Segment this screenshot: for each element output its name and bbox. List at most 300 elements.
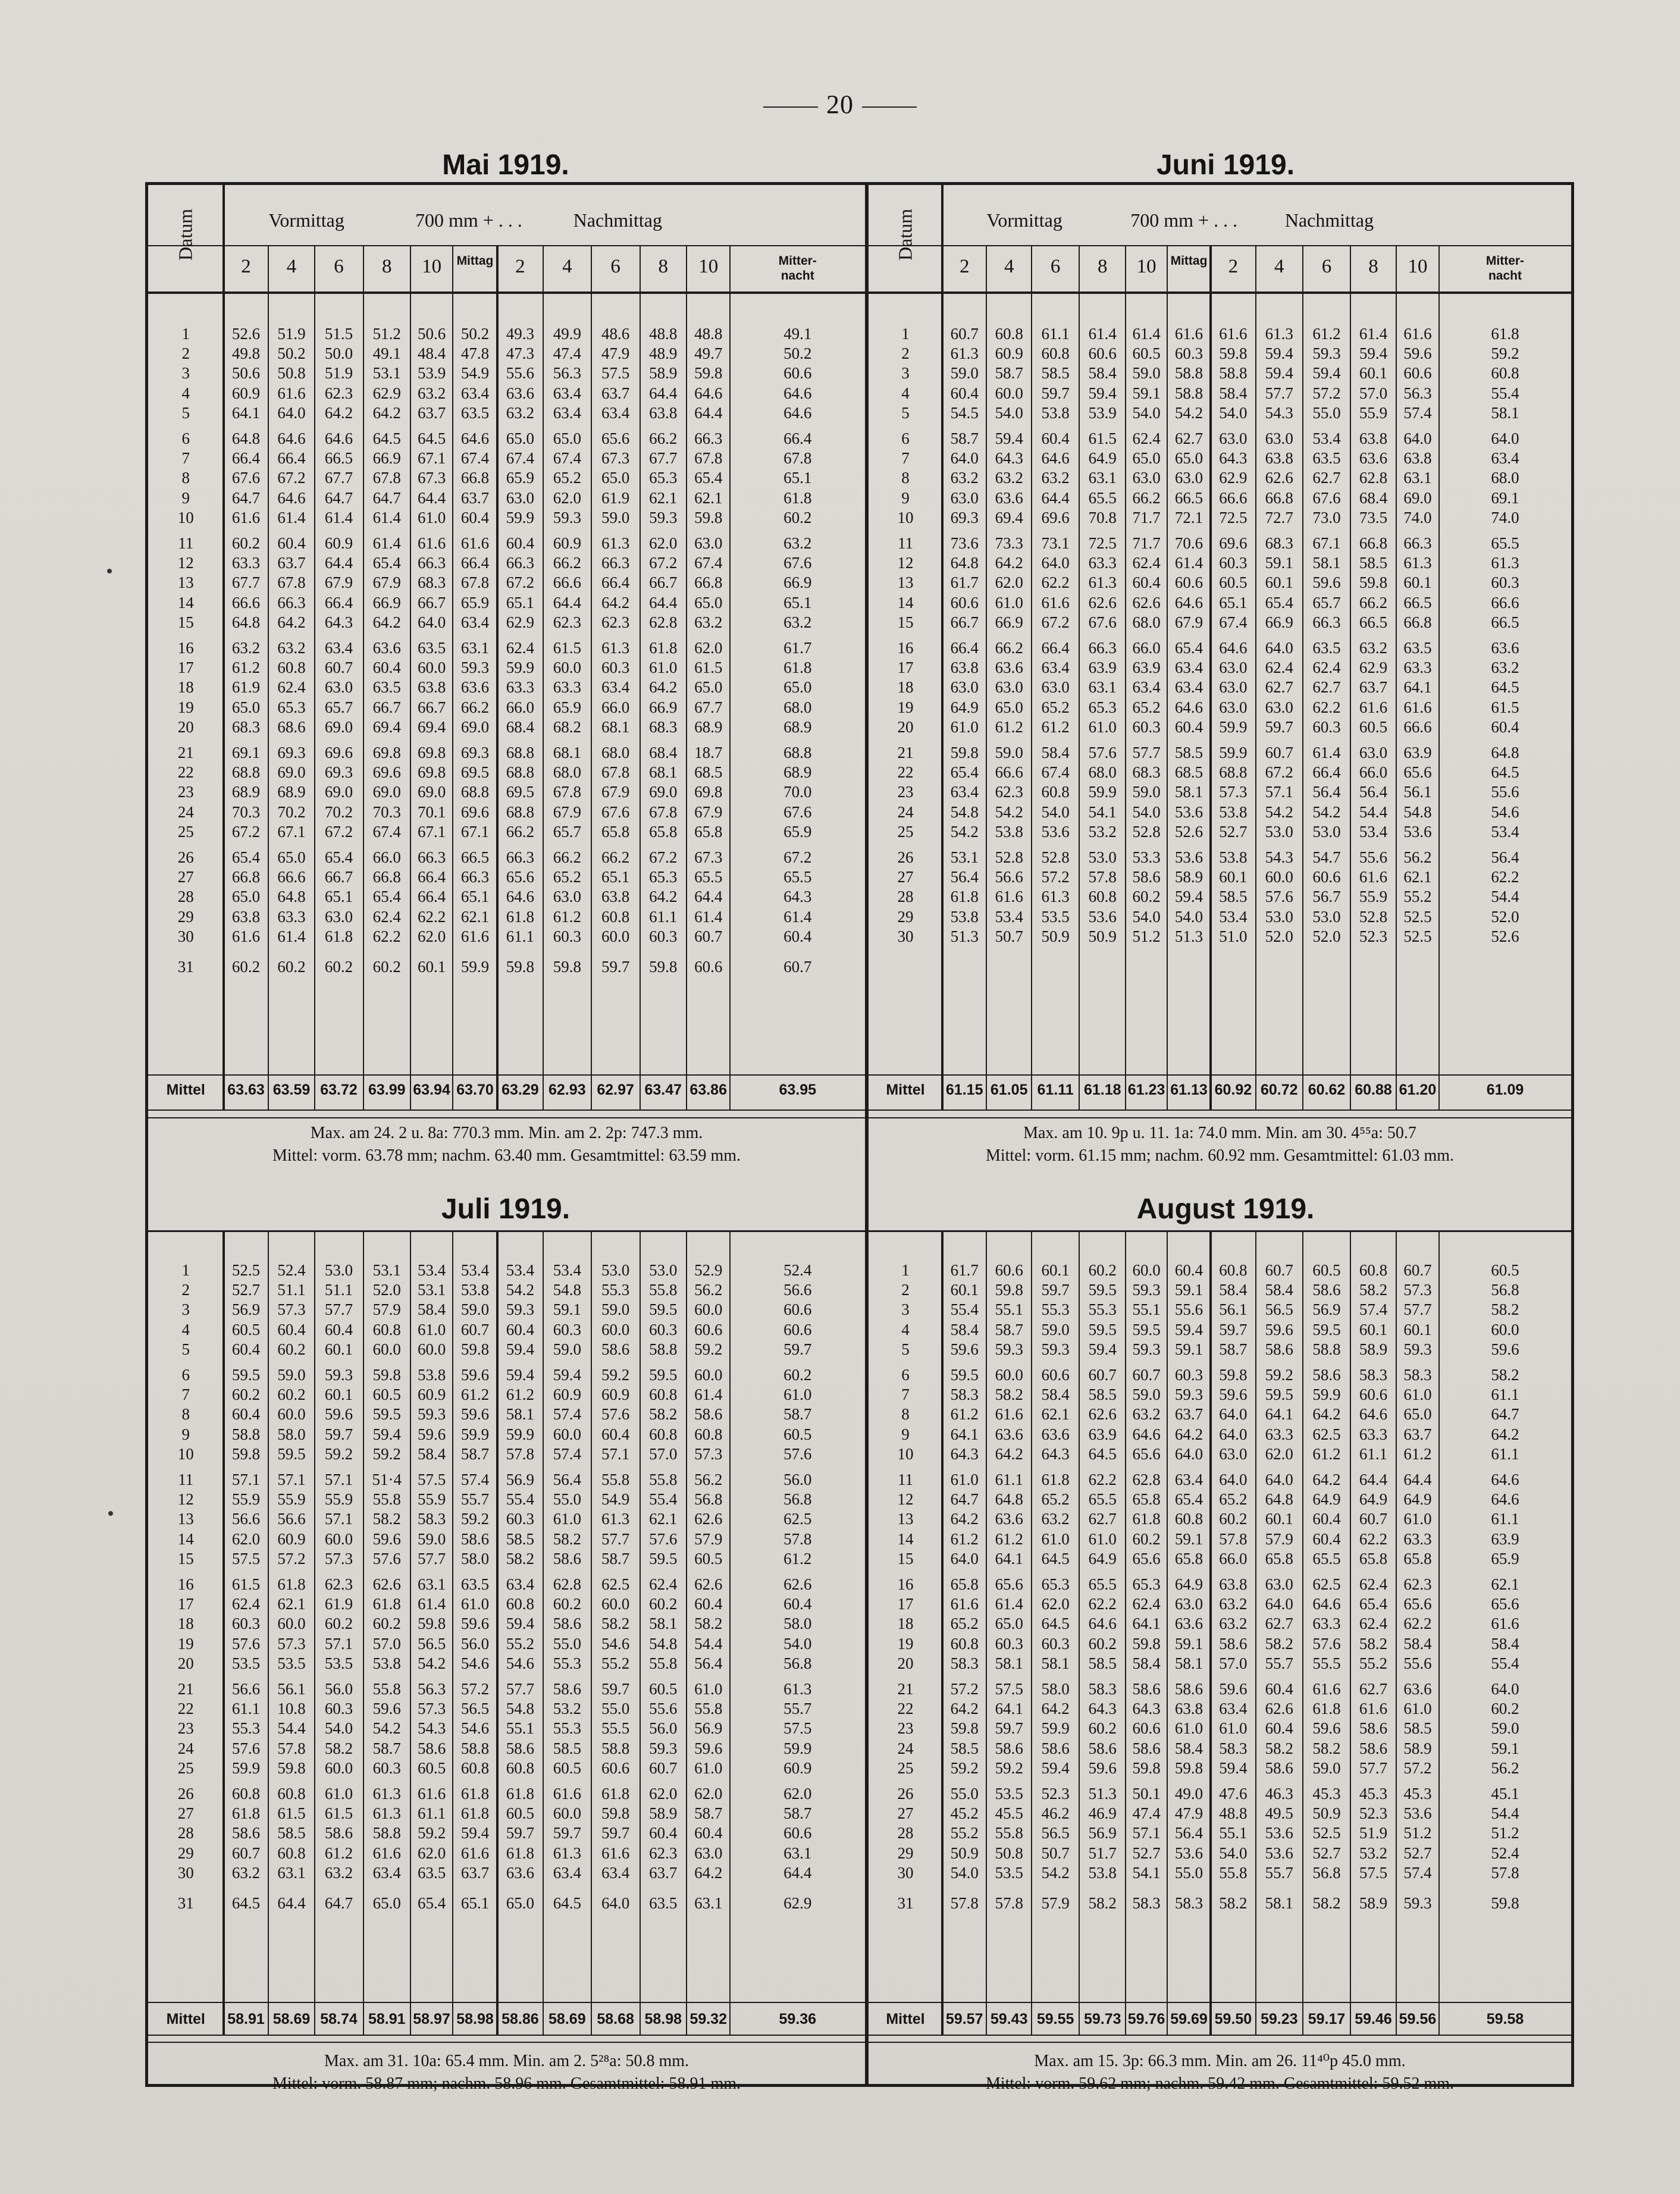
day-number: 30 — [177, 1863, 194, 1882]
pressure-value: 65.0 — [995, 1615, 1023, 1633]
pressure-value: 64.2 — [950, 1510, 979, 1528]
month-title-mai: Mai 1919. — [442, 149, 569, 181]
pressure-value: 54.6 — [1491, 803, 1519, 821]
hour-column-header: 2 — [241, 256, 251, 277]
pressure-value: 66.6 — [1219, 488, 1248, 507]
pressure-value: 59.2 — [694, 1340, 723, 1358]
pressure-value: 60.3 — [324, 1700, 353, 1718]
pressure-value: 57.6 — [649, 1529, 678, 1548]
pressure-value: 50.7 — [995, 927, 1023, 945]
pressure-value: 61.3 — [1041, 888, 1070, 906]
pressure-value: 66.5 — [1403, 593, 1432, 612]
pressure-value: 65.6 — [1132, 1444, 1161, 1463]
pressure-value: 73.1 — [1041, 534, 1070, 552]
pressure-value: 59.4 — [1359, 344, 1388, 363]
pressure-value: 60.1 — [324, 1386, 353, 1404]
pressure-value: 64.3 — [783, 888, 812, 906]
pressure-value: 61.5 — [694, 659, 723, 677]
pressure-value: 69.0 — [324, 717, 353, 736]
pressure-value: 61.5 — [553, 639, 581, 657]
pressure-value: 67.6 — [601, 803, 630, 821]
pressure-value: 60.5 — [372, 1386, 401, 1404]
pressure-value: 53.4 — [460, 1261, 490, 1279]
table-rule — [148, 2035, 1571, 2036]
pressure-value: 55.0 — [553, 1490, 581, 1509]
pressure-value: 62.3 — [324, 1575, 353, 1593]
pressure-value: 67.7 — [231, 573, 261, 592]
pressure-value: 59.5 — [649, 1549, 678, 1568]
pressure-value: 63.4 — [506, 1575, 534, 1593]
pressure-value: 59.5 — [1132, 1320, 1161, 1339]
pressure-value: 59.4 — [1088, 1340, 1117, 1358]
pressure-value: 63.2 — [783, 534, 812, 552]
day-number: 25 — [897, 822, 914, 841]
pressure-value: 59.8 — [694, 364, 723, 383]
pressure-value: 64.2 — [1041, 1700, 1070, 1718]
pressure-value: 63.0 — [1359, 744, 1388, 761]
pressure-value: 68.5 — [694, 763, 723, 782]
pressure-value: 66.3 — [506, 554, 534, 572]
pressure-value: 65.0 — [231, 698, 261, 716]
pressure-value: 55.6 — [1359, 848, 1388, 866]
pressure-value: 56.6 — [231, 1680, 261, 1698]
pressure-value: 55.6 — [649, 1700, 678, 1718]
pressure-value: 63.8 — [1265, 449, 1293, 468]
pressure-value: 50.2 — [783, 344, 812, 363]
pressure-value: 59.4 — [1219, 1759, 1248, 1777]
pressure-value: 56.4 — [553, 1471, 581, 1488]
pressure-value: 64.6 — [694, 384, 723, 402]
pressure-value: 60.4 — [1312, 1510, 1341, 1528]
pressure-value: 63.0 — [694, 534, 723, 552]
pressure-value: 64.2 — [1312, 1405, 1341, 1424]
day-number: 22 — [177, 763, 194, 782]
pressure-value: 57.9 — [1041, 1894, 1070, 1912]
day-number: 4 — [901, 384, 910, 402]
pressure-value: 50.6 — [231, 364, 261, 383]
pressure-value: 59.6 — [372, 1700, 401, 1718]
pressure-value: 60.9 — [995, 344, 1023, 363]
pressure-value: 59.0 — [553, 1340, 581, 1358]
pressure-value: 57.3 — [277, 1300, 306, 1319]
pressure-value: 61.0 — [417, 508, 446, 526]
pressure-value: 70.2 — [277, 803, 306, 821]
pressure-value: 66.4 — [324, 593, 353, 612]
pressure-value: 62.9 — [506, 613, 534, 631]
pressure-value: 64.4 — [277, 1894, 306, 1912]
mittel-value: 58.98 — [456, 2011, 494, 2027]
pressure-value: 65.9 — [1491, 1549, 1519, 1568]
summary-line-mittel: Mittel: vorm. 58.87 mm; nachm. 58.96 mm. Gesamtmittel: 58.91 mm. — [272, 2074, 741, 2093]
pressure-value: 60.5 — [417, 1759, 446, 1777]
mittel-value: 58.97 — [413, 2011, 450, 2027]
day-number: 20 — [897, 1654, 914, 1672]
mittel-value: 60.92 — [1214, 1082, 1252, 1098]
pressure-value: 58.2 — [553, 1529, 581, 1548]
pressure-value: 63.1 — [1088, 469, 1117, 487]
pressure-value: 60.4 — [694, 1824, 723, 1842]
pressure-value: 58.5 — [506, 1529, 534, 1548]
pressure-value: 63.3 — [553, 678, 581, 697]
pressure-value: 67.2 — [649, 554, 678, 572]
pressure-value: 58.2 — [1312, 1739, 1341, 1757]
day-number: 9 — [181, 1425, 190, 1443]
pressure-value: 54.2 — [1174, 403, 1203, 422]
pressure-value: 63.4 — [553, 1863, 581, 1882]
pressure-value: 55.9 — [1359, 888, 1388, 906]
pressure-value: 57.4 — [1403, 1863, 1432, 1882]
pressure-value: 60.0 — [1491, 1320, 1519, 1339]
pressure-value: 53.8 — [1041, 403, 1070, 422]
pressure-value: 58.8 — [372, 1824, 401, 1842]
pressure-value: 66.6 — [1491, 593, 1519, 612]
pressure-value: 65.5 — [1312, 1549, 1341, 1568]
pressure-value: 62.7 — [1312, 678, 1341, 697]
pressure-value: 58.6 — [995, 1739, 1023, 1757]
pressure-value: 69.0 — [649, 783, 678, 801]
pressure-value: 60.3 — [1174, 1366, 1203, 1384]
pressure-value: 53.0 — [1312, 822, 1341, 841]
pressure-value: 58.2 — [1219, 1894, 1248, 1912]
pressure-value: 53.4 — [1359, 822, 1388, 841]
pressure-value: 66.4 — [1312, 763, 1341, 782]
pressure-value: 63.4 — [950, 783, 979, 801]
pressure-value: 58.9 — [649, 1804, 678, 1823]
pressure-value: 65.4 — [231, 848, 261, 866]
pressure-value: 63.0 — [1219, 698, 1248, 716]
pressure-value: 61.3 — [372, 1785, 401, 1803]
mittel-value: 59.32 — [689, 2011, 727, 2027]
day-number: 22 — [897, 1700, 914, 1718]
pressure-value: 63.9 — [1403, 744, 1432, 761]
pressure-value: 60.6 — [1041, 1366, 1070, 1384]
pressure-value: 64.5 — [231, 1894, 261, 1912]
pressure-value: 55.8 — [649, 1281, 678, 1299]
nachmittag-label: Nachmittag — [573, 209, 662, 231]
pressure-value: 62.0 — [694, 1785, 723, 1803]
pressure-value: 58.6 — [1088, 1739, 1117, 1757]
pressure-value: 63.7 — [1174, 1405, 1203, 1424]
pressure-value: 59.9 — [1219, 717, 1248, 736]
pressure-value: 61.3 — [372, 1804, 401, 1823]
pressure-value: 59.4 — [1041, 1759, 1070, 1777]
pressure-value: 45.5 — [995, 1804, 1023, 1823]
pressure-value: 59.1 — [1491, 1739, 1519, 1757]
pressure-value: 53.8 — [460, 1281, 490, 1299]
pressure-value: 62.0 — [649, 534, 678, 552]
month-title-august: August 1919. — [1136, 1193, 1315, 1225]
pressure-value: 49.8 — [231, 344, 261, 363]
pressure-value: 56.6 — [277, 1510, 306, 1528]
pressure-value: 60.6 — [783, 1300, 812, 1319]
pressure-value: 61.8 — [506, 1785, 534, 1803]
pressure-value: 60.5 — [1491, 1261, 1519, 1279]
day-number: 16 — [897, 639, 914, 657]
pressure-value: 56.5 — [417, 1634, 446, 1653]
pressure-value: 61.7 — [950, 1261, 979, 1279]
pressure-value: 61.3 — [1403, 554, 1432, 572]
pressure-value: 52.0 — [372, 1281, 401, 1299]
pressure-value: 60.6 — [1359, 1386, 1388, 1404]
day-number: 2 — [181, 344, 190, 363]
pressure-value: 57.6 — [231, 1739, 261, 1757]
pressure-value: 59.5 — [649, 1366, 678, 1384]
pressure-value: 58.1 — [1491, 403, 1519, 422]
pressure-value: 64.5 — [1491, 763, 1519, 782]
pressure-value: 65.0 — [231, 888, 261, 906]
mittel-label: Mittel — [166, 1082, 205, 1098]
pressure-value: 61.4 — [1088, 325, 1117, 343]
pressure-value: 51.9 — [277, 325, 306, 343]
pressure-value: 57.4 — [1403, 403, 1432, 422]
hour-column-header: 6 — [1321, 256, 1332, 277]
pressure-value: 67.2 — [277, 469, 306, 487]
pressure-value: 60.8 — [277, 1844, 306, 1862]
pressure-value: 61.1 — [1491, 1510, 1519, 1528]
pressure-value: 64.2 — [995, 554, 1023, 572]
mittel-value: 59.69 — [1170, 2011, 1208, 2027]
pressure-value: 64.7 — [324, 488, 353, 507]
pressure-value: 63.2 — [231, 639, 261, 657]
pressure-value: 59.0 — [1491, 1719, 1519, 1738]
day-number: 9 — [901, 488, 910, 507]
pressure-value: 65.4 — [1265, 593, 1293, 612]
pressure-value: 58.8 — [1174, 384, 1203, 402]
pressure-value: 63.2 — [1359, 639, 1388, 657]
pressure-value: 67.3 — [694, 848, 723, 866]
pressure-value: 65.2 — [553, 868, 581, 886]
pressure-value: 60.2 — [1088, 1634, 1117, 1653]
pressure-value: 61.3 — [1088, 573, 1117, 592]
pressure-value: 60.4 — [231, 1340, 261, 1358]
pressure-value: 47.9 — [1174, 1804, 1203, 1823]
pressure-value: 66.8 — [1265, 488, 1293, 507]
pressure-value: 68.0 — [1132, 613, 1161, 631]
pressure-value: 60.9 — [231, 384, 261, 402]
day-number: 28 — [177, 1824, 194, 1842]
pressure-value: 61.6 — [995, 888, 1023, 906]
pressure-value: 66.0 — [1132, 639, 1161, 657]
pressure-value: 58.5 — [1359, 554, 1388, 572]
pressure-value: 53.9 — [417, 364, 446, 383]
pressure-value: 65.4 — [694, 469, 723, 487]
pressure-value: 63.4 — [601, 1863, 630, 1882]
day-number: 12 — [177, 554, 194, 572]
pressure-value: 53.0 — [649, 1261, 678, 1279]
pressure-value: 66.8 — [694, 573, 723, 592]
pressure-value: 48.8 — [1219, 1804, 1248, 1823]
pressure-value: 66.5 — [324, 449, 353, 468]
pressure-value: 59.9 — [506, 508, 534, 526]
pressure-value: 65.4 — [417, 1894, 446, 1912]
pressure-value: 61.0 — [694, 1680, 723, 1698]
summary-line-max-min: Max. am 15. 3p: 66.3 mm. Min. am 26. 11⁴⁰p 45.0 mm. — [1034, 2052, 1406, 2070]
table-rule — [148, 2042, 1571, 2043]
pressure-value: 54.9 — [601, 1490, 630, 1509]
pressure-value: 60.8 — [1359, 1261, 1388, 1279]
pressure-value: 54.6 — [601, 1634, 630, 1653]
pressure-value: 53.3 — [1132, 848, 1161, 866]
pressure-value: 64.4 — [694, 403, 723, 422]
pressure-value: 53.5 — [995, 1863, 1023, 1882]
pressure-value: 58.4 — [417, 1300, 446, 1319]
pressure-value: 67.7 — [649, 449, 678, 468]
day-number: 9 — [901, 1425, 910, 1443]
pressure-value: 58.7 — [372, 1739, 401, 1757]
table-rule — [148, 292, 1571, 294]
pressure-value: 59.0 — [460, 1300, 490, 1319]
pressure-value: 55.7 — [460, 1490, 490, 1509]
pressure-value: 60.2 — [1132, 888, 1161, 906]
pressure-value: 64.1 — [995, 1700, 1023, 1718]
pressure-value: 61.8 — [460, 1804, 490, 1823]
pressure-value: 59.4 — [1174, 888, 1203, 906]
pressure-value: 60.4 — [1041, 430, 1070, 447]
pressure-value: 63.0 — [553, 888, 581, 906]
pressure-value: 59.8 — [1132, 1634, 1161, 1653]
pressure-value: 59.6 — [1265, 1320, 1293, 1339]
pressure-value: 62.4 — [1132, 430, 1161, 447]
mittel-value: 58.91 — [227, 2011, 265, 2027]
pressure-value: 60.2 — [372, 1615, 401, 1633]
pressure-value: 59.1 — [1174, 1340, 1203, 1358]
pressure-value: 54.4 — [1359, 803, 1388, 821]
pressure-value: 63.6 — [995, 1510, 1023, 1528]
pressure-value: 56.4 — [1491, 848, 1519, 866]
pressure-value: 62.1 — [277, 1595, 306, 1613]
pressure-value: 60.2 — [231, 534, 261, 552]
pressure-value: 56.1 — [277, 1680, 306, 1698]
pressure-value: 52.7 — [231, 1281, 261, 1299]
pressure-value: 65.8 — [1265, 1549, 1293, 1568]
pressure-value: 62.4 — [277, 678, 306, 697]
pressure-value: 67.1 — [1312, 534, 1341, 552]
mittel-value: 63.72 — [320, 1082, 358, 1098]
pressure-value: 63.4 — [553, 403, 581, 422]
pressure-value: 52.9 — [694, 1261, 723, 1279]
pressure-value: 58.4 — [1219, 1281, 1248, 1299]
pressure-value: 69.4 — [995, 508, 1023, 526]
day-number: 2 — [901, 1281, 910, 1299]
pressure-value: 60.4 — [783, 927, 812, 945]
pressure-value: 55.0 — [601, 1700, 630, 1718]
pressure-value: 70.1 — [417, 803, 446, 821]
pressure-value: 59.8 — [694, 508, 723, 526]
pressure-value: 60.5 — [1312, 1261, 1341, 1279]
pressure-value: 58.7 — [995, 364, 1023, 383]
pressure-value: 62.5 — [601, 1575, 630, 1593]
pressure-value: 69.1 — [1491, 488, 1519, 507]
hour-column-header: 10 — [422, 256, 442, 277]
pressure-value: 62.4 — [1359, 1615, 1388, 1633]
pressure-value: 63.3 — [1403, 1529, 1432, 1548]
pressure-value: 66.6 — [231, 593, 261, 612]
pressure-value: 63.7 — [417, 403, 446, 422]
pressure-value: 58.5 — [277, 1824, 306, 1842]
pressure-value: 60.5 — [231, 1320, 261, 1339]
pressure-value: 59.9 — [1219, 744, 1248, 761]
pressure-value: 61.8 — [1312, 1700, 1341, 1718]
day-number: 20 — [897, 717, 914, 736]
pressure-value: 64.6 — [1041, 449, 1070, 468]
day-number: 23 — [897, 1719, 914, 1738]
pressure-value: 66.2 — [553, 554, 581, 572]
pressure-value: 59.7 — [1041, 384, 1070, 402]
pressure-value: 68.9 — [783, 763, 812, 782]
hour-column-header: 10 — [1408, 256, 1428, 277]
vormittag-label: Vormittag — [268, 209, 344, 231]
pressure-value: 59.4 — [995, 430, 1023, 447]
pressure-value: 58.4 — [1132, 1654, 1161, 1672]
mittel-label: Mittel — [886, 2011, 925, 2027]
day-number: 17 — [897, 659, 914, 677]
pressure-value: 66.4 — [277, 449, 306, 468]
pressure-value: 55.3 — [553, 1719, 581, 1738]
pressure-value: 56.3 — [1403, 384, 1432, 402]
pressure-value: 59.0 — [1312, 1759, 1341, 1777]
pressure-value: 60.3 — [231, 1615, 261, 1633]
mittel-value: 59.46 — [1355, 2011, 1392, 2027]
pressure-value: 64.3 — [1219, 449, 1248, 468]
pressure-value: 64.4 — [1041, 488, 1070, 507]
pressure-value: 63.1 — [460, 639, 490, 657]
pressure-value: 64.8 — [950, 554, 979, 572]
day-number: 3 — [181, 364, 190, 383]
pressure-value: 65.7 — [553, 822, 581, 841]
pressure-value: 64.9 — [1312, 1490, 1341, 1509]
pressure-value: 58.6 — [231, 1824, 261, 1842]
pressure-value: 59.0 — [1041, 1320, 1070, 1339]
pressure-value: 58.6 — [1132, 1739, 1161, 1757]
pressure-value: 64.6 — [324, 430, 353, 447]
pressure-value: 64.9 — [950, 698, 979, 716]
pressure-value: 61.2 — [231, 659, 261, 677]
hour-column-header: 8 — [1368, 256, 1378, 277]
pressure-value: 58.6 — [553, 1680, 581, 1698]
pressure-value: 59.2 — [417, 1824, 446, 1842]
pressure-value: 52.0 — [1312, 927, 1341, 945]
pressure-value: 68.6 — [277, 717, 306, 736]
pressure-value: 59.6 — [324, 1405, 353, 1424]
pressure-value: 54.0 — [1041, 803, 1070, 821]
pressure-value: 69.6 — [1219, 534, 1248, 552]
day-number: 1 — [901, 1261, 910, 1279]
pressure-value: 54.8 — [553, 1281, 581, 1299]
pressure-value: 49.0 — [1174, 1785, 1203, 1803]
pressure-value: 64.0 — [1265, 1595, 1293, 1613]
pressure-value: 70.6 — [1174, 534, 1203, 552]
pressure-value: 60.2 — [1088, 1719, 1117, 1738]
pressure-value: 63.4 — [601, 678, 630, 697]
pressure-value: 64.6 — [1174, 698, 1203, 716]
pressure-value: 66.6 — [553, 573, 581, 592]
pressure-value: 69.0 — [460, 717, 490, 736]
pressure-value: 61.6 — [1041, 593, 1070, 612]
pressure-value: 62.3 — [649, 1844, 678, 1862]
pressure-value: 62.6 — [1088, 593, 1117, 612]
pressure-value: 59.4 — [372, 1425, 401, 1443]
pressure-value: 65.1 — [601, 868, 630, 886]
pressure-value: 59.6 — [460, 1366, 490, 1384]
pressure-value: 65.2 — [1132, 698, 1161, 716]
pressure-value: 58.4 — [417, 1444, 446, 1463]
day-number: 7 — [181, 449, 190, 468]
pressure-value: 48.8 — [649, 325, 678, 343]
pressure-value: 57.2 — [1041, 868, 1070, 886]
pressure-value: 10.8 — [277, 1700, 306, 1718]
pressure-value: 59.4 — [506, 1366, 534, 1384]
pressure-value: 62.4 — [1132, 554, 1161, 572]
